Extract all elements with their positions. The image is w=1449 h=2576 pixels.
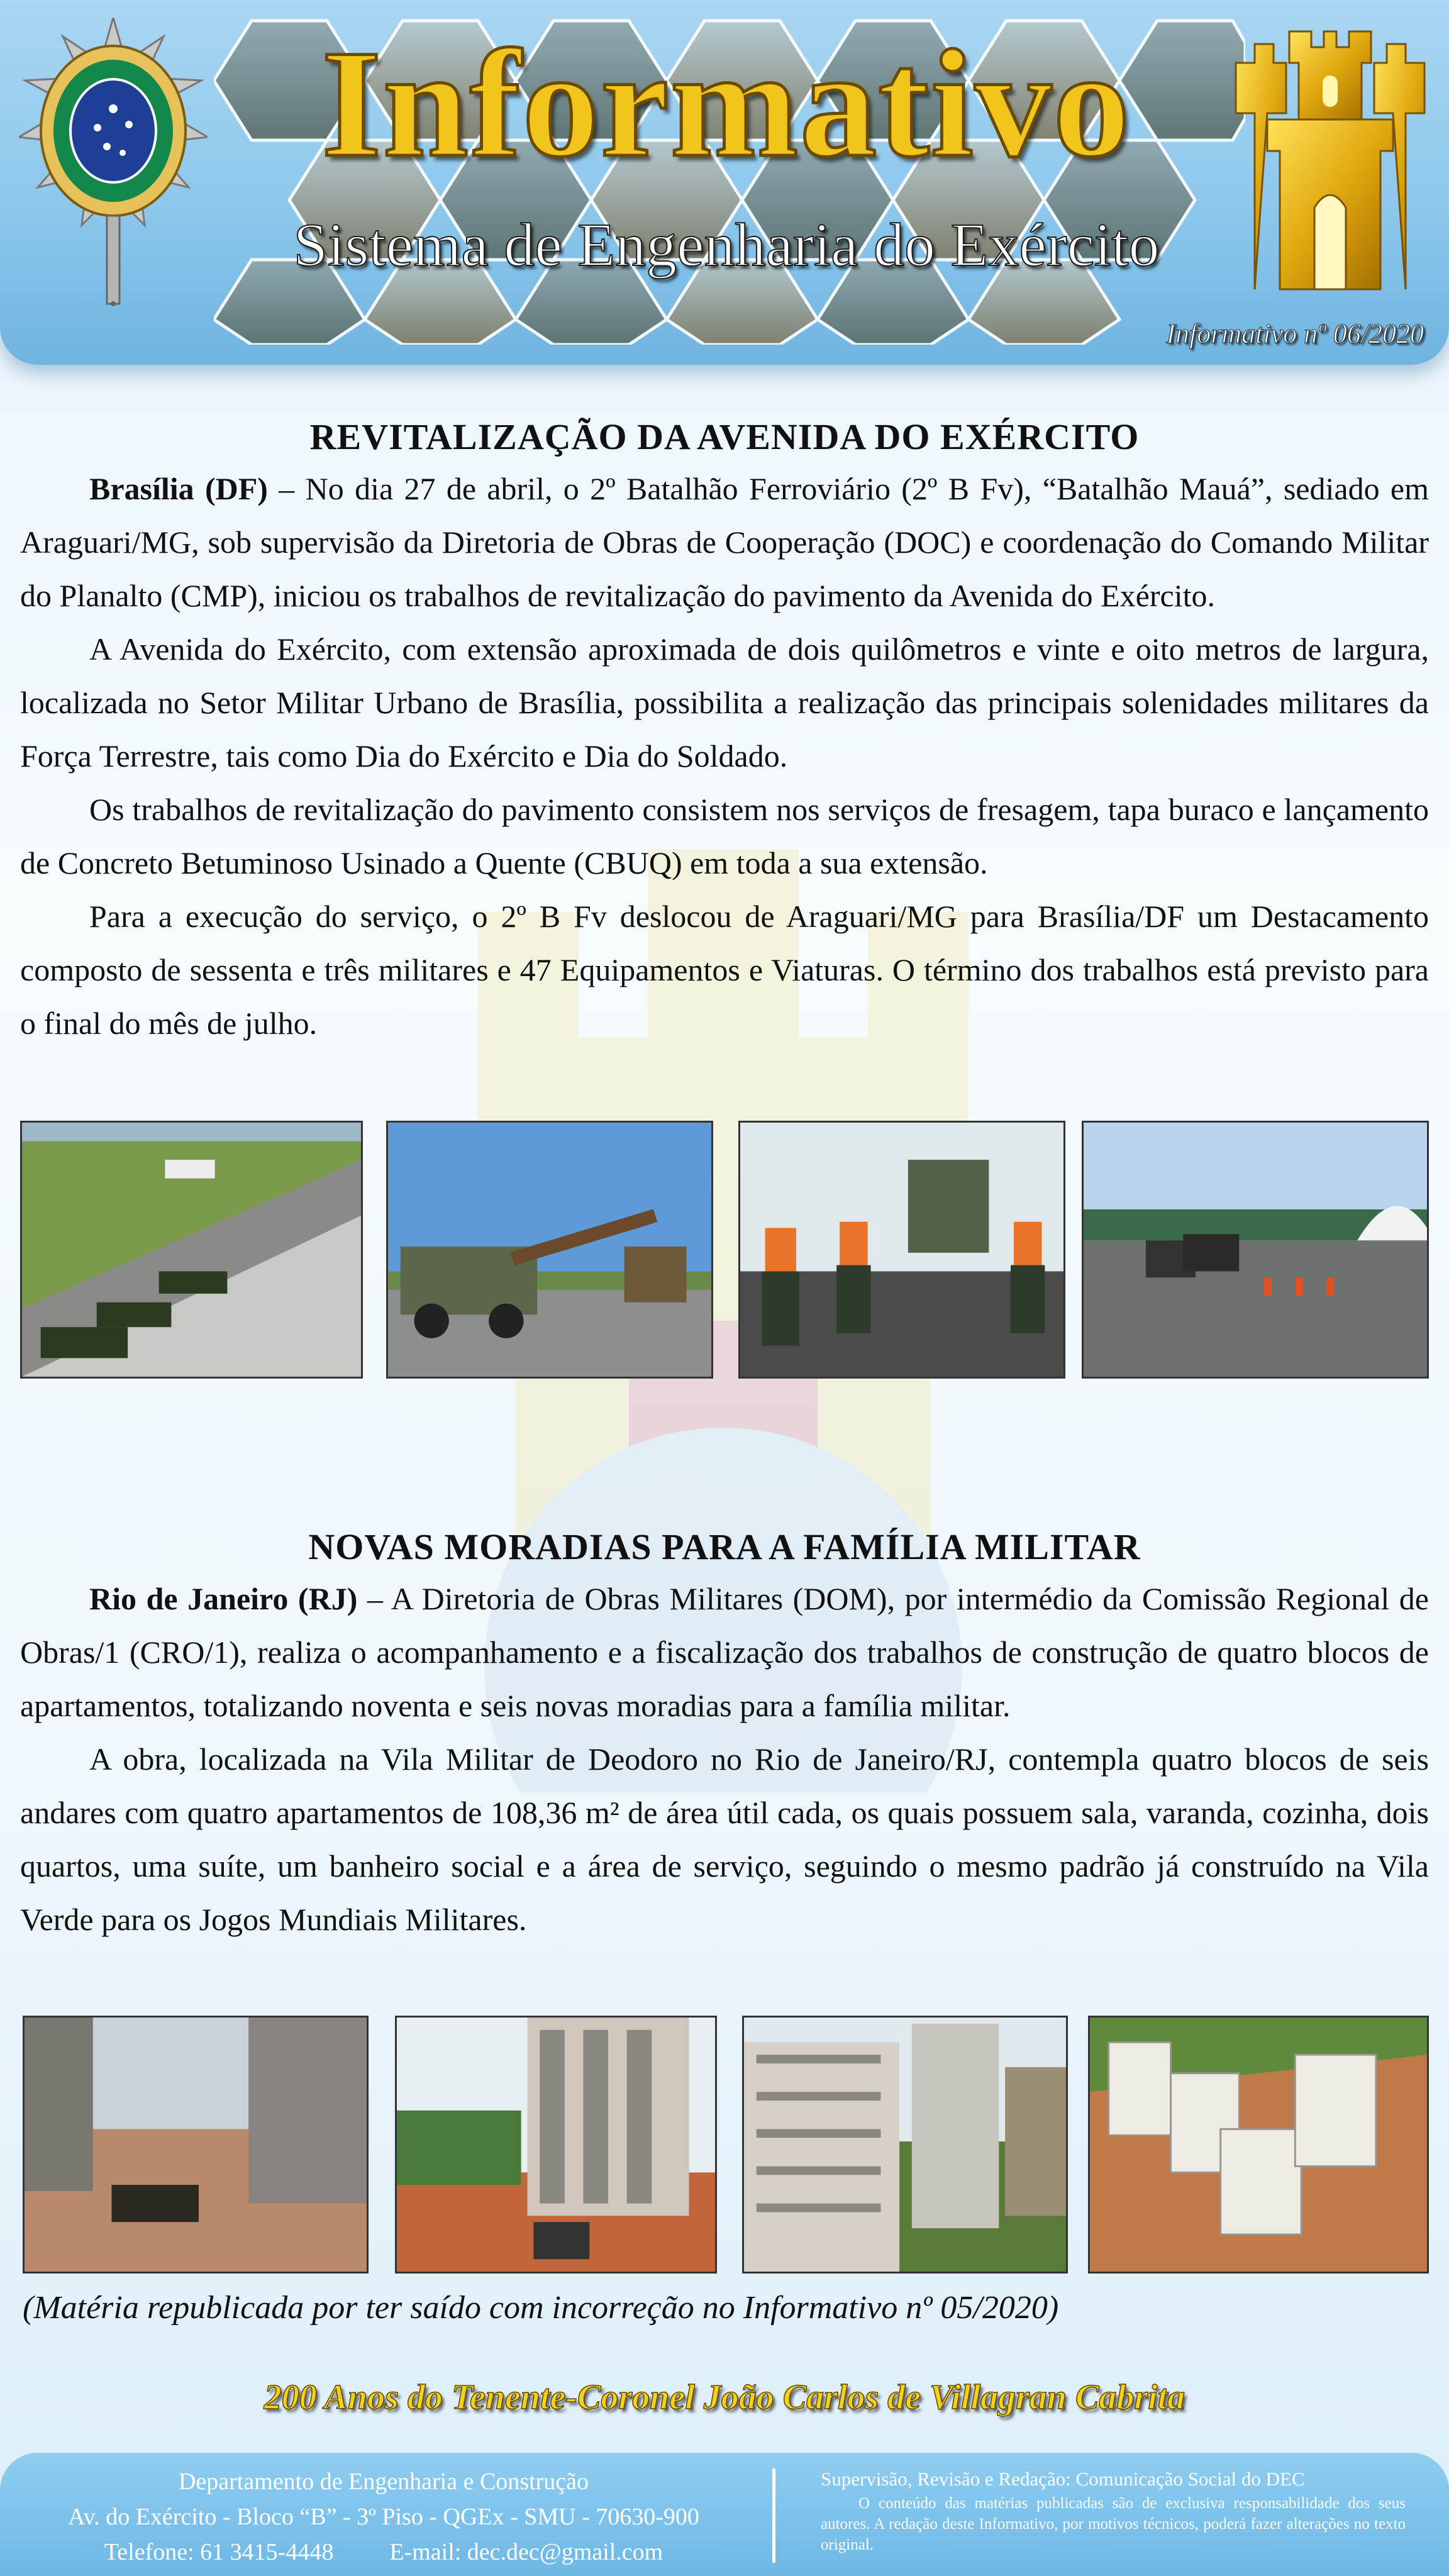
article-headline: REVITALIZAÇÃO DA AVENIDA DO EXÉRCITO: [309, 416, 1140, 457]
photo-paving-machines: [1082, 1121, 1429, 1379]
department-address: Av. do Exército - Bloco “B” - 3º Piso - QGEx - SMU - 70630-900: [68, 2504, 699, 2530]
article-moradias: [20, 1522, 1429, 1946]
photo-strip-moradias: [20, 2016, 1429, 2273]
department-name: Departamento de Engenharia e Construção: [178, 2468, 589, 2495]
republication-note: (Matéria republicada por ter saído com incorreção no Informativo nº 05/2020): [23, 2290, 1059, 2326]
photo-parade-ground: [20, 1121, 363, 1379]
footer-contact: [25, 2464, 742, 2570]
photo-strip-avenida: [20, 1121, 1429, 1379]
article-paragraph: Brasília (DF) – No dia 27 de abril, o 2º Batalhão Ferroviário (2º B Fv), “Batalhão Mauá”, sediado em Araguari/MG, sob supervisão da Diretoria de Obras de Cooperação (DOC) e coordenação do Comando Militar do Planalto (CMP), iniciou os trabalhos de revitalização do pavimento da Avenida do Exército.: [20, 471, 1429, 613]
article-paragraph: Rio de Janeiro (RJ) – A Diretoria de Obras Militares (DOM), por intermédio da Comissão Regional de Obras/1 (CRO/1), realiza o acompanhamento e a fiscalização dos trabalhos de construção de quatro blocos de apartamentos, totalizando noventa e seis novas moradias para a família militar.: [20, 1581, 1429, 1723]
issue-number: Informativo nº 06/2020: [1166, 318, 1424, 349]
photo-road-workers: [738, 1121, 1065, 1379]
article-paragraph: A Avenida do Exército, com extensão aproximada de dois quilômetros e vinte e oito metros de largura, localizada no Setor Militar Urbano de Brasília, possibilita a realização das principais solenidades militares da Força Terrestre, tais como Dia do Exército e Dia do Soldado.: [20, 631, 1429, 774]
engineering-castle-icon: [1230, 25, 1431, 296]
disclaimer: O conteúdo das matérias publicadas são de exclusiva responsabilidade dos seus autores. A redação deste Informativo, por motivos técnicos, poderá fazer alterações no texto original.: [821, 2495, 1406, 2553]
article-paragraph: Para a execução do serviço, o 2º B Fv deslocou de Araguari/MG para Brasília/DF um Destacamento composto de sessenta e três militares e 47 Equipamentos e Viaturas. O término dos trabalhos está previsto para o final do mês de julho.: [20, 899, 1429, 1041]
article-paragraph: A obra, localizada na Vila Militar de Deodoro no Rio de Janeiro/RJ, contempla quatro blocos de seis andares com quatro apartamentos de 108,36 m² de área útil cada, os quais possuem sala, varanda, cozinha, dois quartos, uma suíte, um banheiro social e a área de serviço, seguindo o mesmo padrão já construído na Vila Verde para os Jogos Mundiais Militares.: [20, 1741, 1429, 1937]
contact-line: [25, 2534, 742, 2570]
newsletter-title: Informativo: [321, 18, 1131, 189]
bicentennial-tagline: 200 Anos do Tenente-Coronel João Carlos de Villagran Cabrita: [264, 2378, 1185, 2417]
article-paragraph: Os trabalhos de revitalização do pavimento consistem nos serviços de fresagem, tapa buraco e lançamento de Concreto Betuminoso Usinado a Quente (CBUQ) em toda a sua extensão.: [20, 792, 1429, 880]
photo-aerial-view: [1088, 2016, 1429, 2273]
footer-divider: [772, 2468, 775, 2563]
footer: [0, 2453, 1449, 2576]
article-dateline: Brasília (DF): [89, 471, 268, 506]
newsletter-subtitle: Sistema de Engenharia do Exército: [293, 211, 1160, 279]
article-headline: NOVAS MORADIAS PARA A FAMÍLIA MILITAR: [308, 1526, 1141, 1567]
header-banner: [0, 0, 1449, 365]
email-address[interactable]: E-mail: dec.dec@gmail.com: [389, 2539, 663, 2565]
article-avenida: [20, 412, 1429, 1050]
editorial-credit: Supervisão, Revisão e Redação: Comunicação Social do DEC: [821, 2468, 1305, 2490]
photo-apartment-blocks: [742, 2016, 1068, 2273]
article-dateline: Rio de Janeiro (RJ): [89, 1581, 358, 1616]
photo-building-tower: [395, 2016, 717, 2273]
photo-milling-truck: [386, 1121, 713, 1379]
footer-credits: [821, 2467, 1406, 2555]
army-emblem-icon: [19, 18, 208, 307]
photo-construction-site: [23, 2016, 369, 2273]
phone-number: Telefone: 61 3415-4448: [104, 2539, 334, 2565]
